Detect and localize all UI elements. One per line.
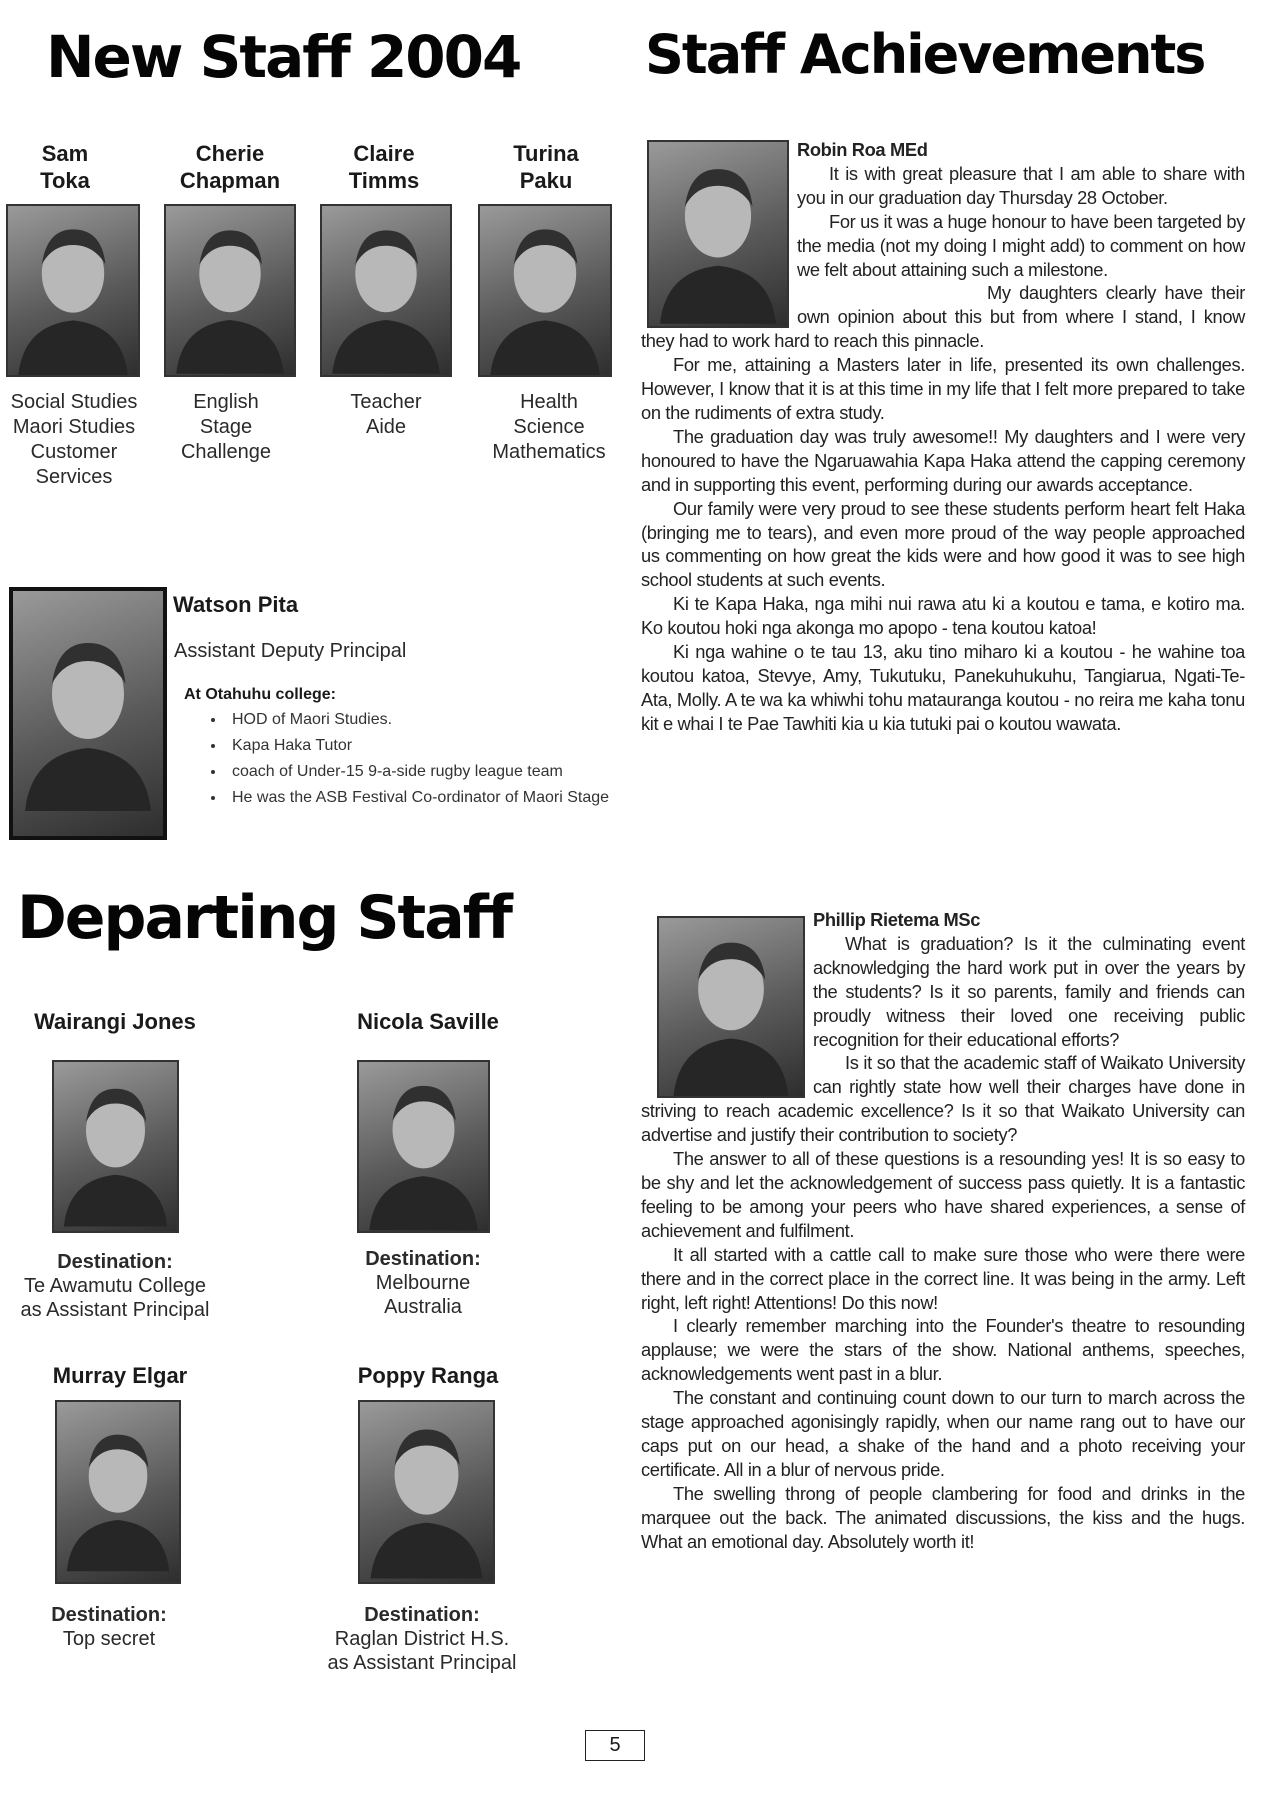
featured-staff-details [184, 686, 624, 814]
author-photo [647, 140, 789, 328]
duty-item: • coach of Under-15 9-a-side rugby league team [226, 762, 624, 782]
staff-photo [164, 204, 296, 377]
article-paragraph: Our family were very proud to see these students perform heart felt Haka (bringing me to tears), and even more proud of the way people approached us commenting on how great the kids were and how good it was to see high school students at such events. [641, 497, 1245, 591]
departing-photo [357, 1060, 490, 1233]
staff-name: Sam Toka [40, 141, 90, 193]
author-photo [657, 916, 805, 1098]
staff-photo [6, 204, 140, 377]
article-paragraph: I clearly remember marching into the Founder's theatre to resounding applause; we were the stars of the show. National anthems, speeches, acknowledgements went past in a blur. [641, 1315, 1245, 1385]
featured-staff-photo [9, 587, 167, 840]
article-paragraph: The graduation day was truly awesome!! My daughters and I were very honoured to have the Ngaruawahia Kapa Haka attend the capping ceremony and in supporting this event, performing during our awards acceptance. [641, 425, 1245, 495]
duty-item: • He was the ASB Festival Co-ordinator of Maori Stage [226, 788, 624, 808]
departing-name: Poppy Ranga [357, 1363, 499, 1388]
featured-staff-position: Assistant Deputy Principal [174, 640, 407, 662]
article-paragraph: For us it was a huge honour to have been targeted by the media (not my doing I might add) to comment on how we felt about attaining such a milestone. [797, 210, 1245, 280]
departing-name: Murray Elgar [52, 1363, 188, 1388]
staff-photo [320, 204, 452, 377]
staff-name: Claire Timms [348, 141, 420, 193]
staff-roles: English Stage Challenge [180, 391, 272, 463]
article-paragraph: The swelling throng of people clambering for food and drinks in the marquee out the back. The animated discussions, the kiss and the hugs. What an emotional day. Absolutely worth it! [641, 1482, 1245, 1552]
achievements-heading: Staff Achievements [645, 23, 1205, 86]
article-paragraph: My daughters clearly have their own opinion about this but from where I stand, I know they had to work hard to reach this pinnacle. [641, 282, 1245, 352]
featured-staff-name: Watson Pita [173, 592, 299, 617]
departing-destination: Destination: Melbourne Australia [365, 1248, 481, 1318]
staff-photo [478, 204, 612, 377]
article-paragraph: It all started with a cattle call to make sure those who were there were there and in the correct place in the correct line. It was being in the army. Left right, left right! Attentions! Do this now! [641, 1243, 1245, 1313]
article-paragraph: The constant and continuing count down to our turn to march across the stage approached agonisingly rapidly, when our name rang out to have our caps put on our head, a shake of the hand and a photo receiving your certificate. All in a blur of nervous pride. [641, 1387, 1245, 1480]
departing-destination: Destination: Top secret [51, 1604, 167, 1650]
departing-name: Nicola Saville [357, 1009, 499, 1034]
departing-photo [52, 1060, 179, 1233]
new-staff-heading: New Staff 2004 [46, 23, 521, 91]
article-paragraph: What is graduation? Is it the culminating event acknowledging the hard work put in over the years by the students? Is it so parents, family and friends can proudly witness their loved one receiving public recognition for their educational efforts? [813, 932, 1245, 1050]
article-paragraph: Ki te Kapa Haka, nga mihi nui rawa atu ki a koutou e tama, e kotiro ma. Ko koutou hoki nga akonga mo apopo - tena koutou katoa! [641, 593, 1245, 639]
article-author: Robin Roa MEd [797, 139, 928, 160]
staff-name: Cherie Chapman [179, 141, 281, 193]
featured-staff-subheading: At Otahuhu college: [184, 686, 336, 703]
departing-name: Wairangi Jones [34, 1009, 196, 1034]
departing-photo [55, 1400, 181, 1584]
article-robin-roa [641, 138, 1245, 736]
staff-roles: Social Studies Maori Studies Customer Services [10, 391, 138, 488]
departing-photo [358, 1400, 495, 1584]
article-paragraph: Ki nga wahine o te tau 13, aku tino miharo ki a koutou - he wahine toa koutou katoa, Stevye, Amy, Tukutuku, Panekuhukuhu, Tangiarua, Ngati-Te-Ata, Molly. A te wa ka whiwhi tohu matauranga koutou - no reira me kaha tonu kit e whai I te Pae Tawhiti kia u kia tutuki pai o koutou wawata. [641, 641, 1245, 734]
page-number: 5 [585, 1730, 645, 1761]
duties-list [184, 710, 624, 808]
article-phillip-rietema [641, 908, 1245, 1553]
departing-destination: Destination: Raglan District H.S. as Assistant Principal [327, 1604, 517, 1674]
departing-staff-heading: Departing Staff [17, 883, 511, 953]
duty-item: • Kapa Haka Tutor [226, 736, 624, 756]
article-paragraph: The answer to all of these questions is a resounding yes! It is so easy to be shy and let the acknowledgement of success pass quietly. It is a fantastic feeling to be among your peers who have shared experiences, a sense of achievement and fulfilment. [641, 1148, 1245, 1241]
article-paragraph: Is it so that the academic staff of Waikato University can rightly state how well their charges have done in striving to reach academic excellence? Is it so that Waikato University can advertise and justify their contribution to society? [641, 1052, 1245, 1146]
staff-roles: Teacher Aide [350, 391, 422, 438]
departing-destination: Destination: Te Awamutu College as Assistant Principal [20, 1251, 210, 1321]
article-paragraph: For me, attaining a Masters later in life, presented its own challenges. However, I know that it is at this time in my life that I felt more prepared to take on the rudiments of extra study. [641, 354, 1245, 423]
staff-roles: Health Science Mathematics [492, 391, 606, 463]
staff-name: Turina Paku [513, 141, 579, 193]
duty-item: • HOD of Maori Studies. [226, 710, 624, 730]
article-author: Phillip Rietema MSc [813, 909, 981, 930]
article-paragraph: It is with great pleasure that I am able to share with you in our graduation day Thursday 28 October. [797, 162, 1245, 208]
